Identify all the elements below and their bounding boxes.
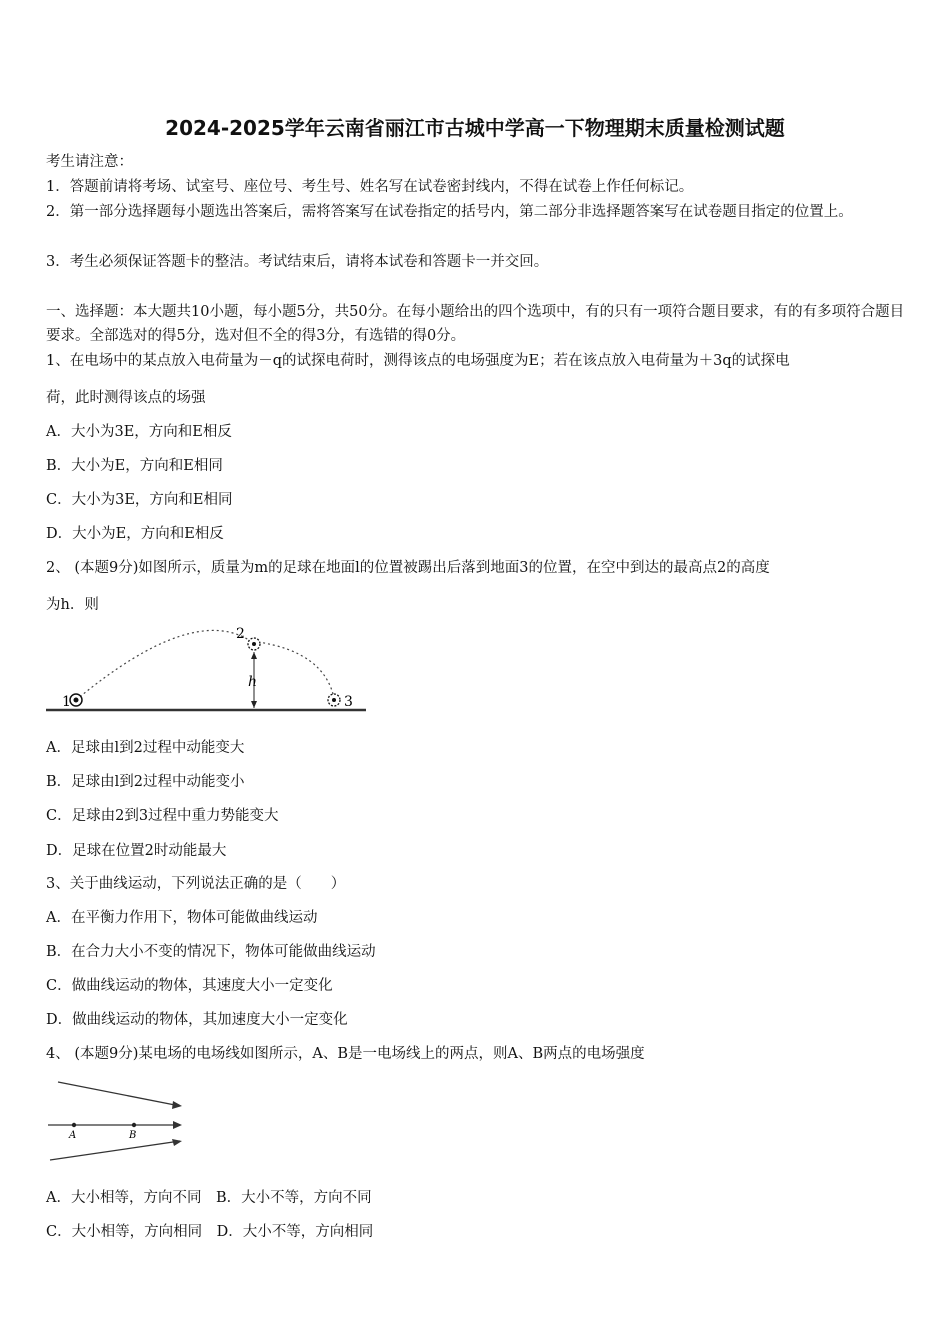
field-line-bottom bbox=[50, 1141, 180, 1160]
q1-option-a: A．大小为3E，方向和E相反 bbox=[46, 424, 232, 440]
notice-item: 1．答题前请将考场、试室号、座位号、考生号、姓名写在试卷密封线内，不得在试卷上作任何标记。 bbox=[46, 179, 694, 195]
q4-options-row: C．大小相等，方向相同 D．大小不等，方向相同 bbox=[46, 1224, 374, 1240]
q1-option-c: C．大小为3E，方向和E相同 bbox=[46, 492, 233, 508]
trajectory-rise bbox=[76, 630, 252, 700]
q1-stem: 1、在电场中的某点放入电荷量为－q的试探电荷时，测得该点的电场强度为E；若在该点放入电荷量为＋3q的试探电 bbox=[46, 353, 790, 369]
q4-options-row: A．大小相等，方向不同 B．大小不等，方向不同 bbox=[46, 1190, 372, 1206]
q3-stem: 3、关于曲线运动，下列说法正确的是（ ） bbox=[46, 876, 346, 892]
q3-option-d: D．做曲线运动的物体，其加速度大小一定变化 bbox=[46, 1012, 348, 1028]
page-title: 2024-2025学年云南省丽江市古城中学高一下物理期末质量检测试题 bbox=[165, 116, 785, 140]
label-h: h bbox=[248, 674, 258, 690]
label-1: 1 bbox=[62, 694, 71, 710]
q2-option-a: A．足球由l到2过程中动能变大 bbox=[46, 740, 245, 756]
q2-option-c: C．足球由2到3过程中重力势能变大 bbox=[46, 808, 279, 824]
notice-item: 3．考生必须保证答题卡的整洁。考试结束后，请将本试卷和答题卡一并交回。 bbox=[46, 254, 549, 270]
q2-stem: 为h．则 bbox=[46, 597, 99, 613]
label-a: A bbox=[69, 1130, 77, 1141]
label-2: 2 bbox=[236, 626, 245, 642]
field-line-top bbox=[58, 1082, 180, 1106]
q4-stem: 4、 (本题9分)某电场的电场线如图所示，A、B是一电场线上的两点，则A、B两点的电场强度 bbox=[46, 1046, 645, 1062]
q2-stem: 2、 (本题9分)如图所示，质量为m的足球在地面l的位置被踢出后落到地面3的位置，在空中到达的最高点2的高度 bbox=[46, 560, 770, 576]
q3-option-c: C．做曲线运动的物体，其速度大小一定变化 bbox=[46, 978, 333, 994]
notice-heading: 考生请注意： bbox=[46, 154, 133, 170]
label-b: B bbox=[129, 1130, 137, 1141]
section-instructions: 一、选择题：本大题共10小题，每小题5分，共50分。在每小题给出的四个选项中，有的只有一项符合题目要求，有的有多项符合题目要求。全部选对的得5分，选对但不全的得3分，有选错的得0分。 bbox=[46, 304, 905, 344]
q3-option-b: B．在合力大小不变的情况下，物体可能做曲线运动 bbox=[46, 944, 376, 960]
football-trajectory-figure bbox=[44, 622, 370, 718]
electric-field-lines-figure bbox=[44, 1074, 190, 1170]
trajectory-fall bbox=[258, 642, 334, 698]
notice-item: 2．第一部分选择题每小题选出答案后，需将答案写在试卷指定的括号内，第二部分非选择题答案写在试卷题目指定的位置上。 bbox=[46, 204, 853, 220]
q1-option-d: D．大小为E，方向和E相反 bbox=[46, 526, 224, 542]
q2-option-b: B．足球由l到2过程中动能变小 bbox=[46, 774, 245, 790]
point-a bbox=[72, 1123, 76, 1127]
label-3: 3 bbox=[344, 694, 353, 710]
q2-option-d: D．足球在位置2时动能最大 bbox=[46, 843, 227, 859]
q3-option-a: A．在平衡力作用下，物体可能做曲线运动 bbox=[46, 910, 318, 926]
q1-stem: 荷，此时测得该点的场强 bbox=[46, 390, 206, 406]
q1-option-b: B．大小为E，方向和E相同 bbox=[46, 458, 223, 474]
point-b bbox=[132, 1123, 136, 1127]
